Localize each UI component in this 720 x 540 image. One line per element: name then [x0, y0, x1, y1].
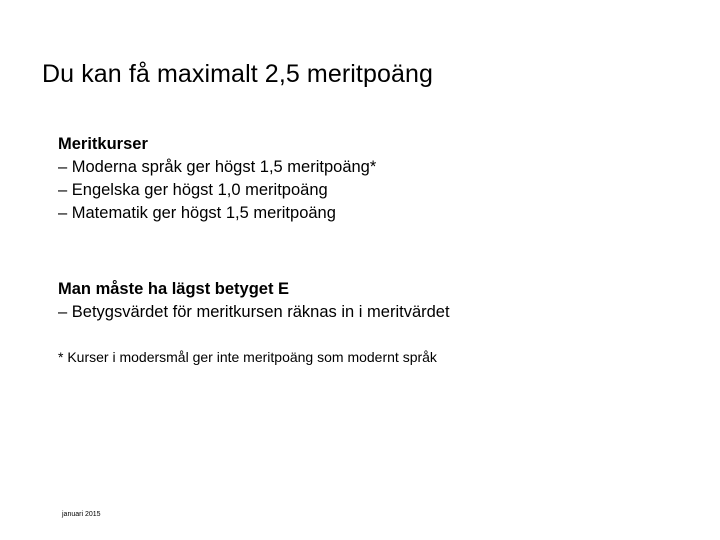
footnote: * Kurser i modersmål ger inte meritpoäng som modernt språk: [58, 349, 437, 365]
betyg-heading: Man måste ha lägst betyget E: [58, 280, 290, 298]
meritkurser-section: [58, 133, 678, 225]
betyg-section: [58, 278, 678, 324]
list-item-matematik: – Matematik ger högst 1,5 meritpoäng: [58, 204, 336, 222]
slide-title: Du kan få maximalt 2,5 meritpoäng: [42, 60, 433, 88]
list-item-betygsvardet: – Betygsvärdet för meritkursen räknas in i meritvärdet: [58, 303, 450, 321]
list-item-engelska: – Engelska ger högst 1,0 meritpoäng: [58, 181, 328, 199]
list-item-moderna-sprak: – Moderna språk ger högst 1,5 meritpoäng*: [58, 158, 377, 176]
footer-date: januari 2015: [62, 511, 101, 518]
meritkurser-heading: Meritkurser: [58, 135, 148, 153]
